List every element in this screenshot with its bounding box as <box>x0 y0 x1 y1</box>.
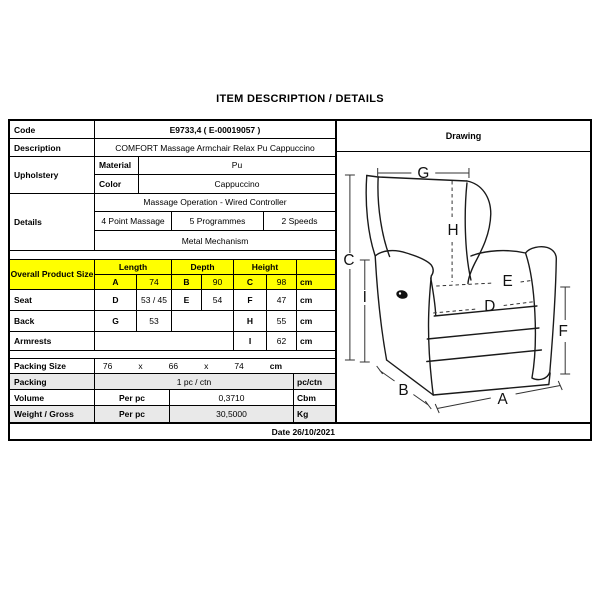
drawing-header: Drawing <box>337 121 590 152</box>
weight-value: 30,5000 <box>170 406 294 422</box>
seat-height-value: 47 <box>267 290 297 310</box>
seat-unit: cm <box>300 295 313 305</box>
packing-unit: pc/ctn <box>297 376 323 387</box>
code-value: E9733,4 ( E-00019057 ) <box>169 124 261 135</box>
details-label: Details <box>10 194 95 250</box>
drawing-area <box>337 152 590 422</box>
packing-size-values <box>95 359 335 373</box>
page-title: ITEM DESCRIPTION / DETAILS <box>216 93 384 105</box>
speeds-value: 2 Speeds <box>281 216 318 227</box>
seat-depth-value: 54 <box>202 290 234 310</box>
details-row-3 <box>95 231 335 250</box>
packing-x-2: x <box>204 361 209 371</box>
date-row <box>10 422 590 439</box>
upholstery-label: Upholstery <box>10 157 95 193</box>
code-row <box>10 121 335 139</box>
dim-label-d: D <box>484 297 496 316</box>
packing-dim-1: 76 <box>102 361 113 371</box>
spacer-row <box>10 251 335 260</box>
point-massage-value: 4 Point Massage <box>95 212 172 231</box>
packing-value: 1 pc / ctn <box>95 374 294 389</box>
volume-label: Volume <box>10 390 95 405</box>
back-label: Back <box>10 311 95 331</box>
overall-unit: cm <box>297 275 335 289</box>
dim-label-a: A <box>497 390 508 409</box>
weight-per: Per pc <box>95 406 170 422</box>
armchair-drawing <box>337 152 590 422</box>
details-table <box>10 121 337 422</box>
packing-size-label: Packing Size <box>10 359 95 373</box>
table-main <box>10 121 590 422</box>
armchair-outline <box>366 176 556 396</box>
drawing-panel <box>337 121 590 422</box>
overall-size-row <box>95 275 335 289</box>
dim-label-h: H <box>447 221 459 240</box>
armrests-label: Armrests <box>10 332 95 350</box>
volume-value: 0,3710 <box>170 390 294 405</box>
description-label: Description <box>10 139 95 156</box>
packing-label: Packing <box>10 374 95 389</box>
back-row <box>10 311 335 332</box>
description-value: COMFORT Massage Armchair Relax Pu Cappuccino <box>115 142 315 153</box>
programmes-value: 5 Programmes <box>172 212 264 231</box>
dim-label-e: E <box>502 272 513 291</box>
seat-label: Seat <box>10 290 95 310</box>
depth-header: Depth <box>172 260 234 274</box>
spacer-row-2 <box>10 351 335 359</box>
code-label: Code <box>10 121 95 138</box>
armrests-height-key: I <box>234 332 267 350</box>
volume-row <box>10 390 335 406</box>
material-row <box>95 157 335 175</box>
packing-x-1: x <box>138 361 143 371</box>
size-header-row <box>95 260 335 275</box>
dim-label-f: F <box>558 322 568 341</box>
volume-unit: Cbm <box>297 392 316 403</box>
size-header-blank <box>297 260 335 274</box>
weight-row <box>10 406 335 422</box>
armrests-height-value: 62 <box>267 332 297 350</box>
packing-dim-3: 74 <box>234 361 244 371</box>
controller-knob <box>395 289 408 300</box>
controller-highlight <box>399 292 401 294</box>
packing-size-unit: cm <box>269 361 283 371</box>
back-length-key: G <box>95 311 137 331</box>
back-unit: cm <box>300 316 313 326</box>
armrests-blank <box>95 332 234 350</box>
details-section <box>10 194 335 251</box>
spec-sheet-table <box>8 119 592 441</box>
height-header: Height <box>234 260 297 274</box>
packing-dim-2: 66 <box>168 361 179 371</box>
seat-depth-key: E <box>172 290 202 310</box>
seat-row <box>10 290 335 311</box>
back-depth-blank <box>172 311 234 331</box>
massage-operation-value: Massage Operation - Wired Controller <box>143 197 287 208</box>
dim-label-b: B <box>398 381 409 400</box>
details-row-2 <box>95 212 335 232</box>
overall-height-key: C <box>234 275 267 289</box>
armrests-row <box>10 332 335 351</box>
size-header-section <box>10 260 335 290</box>
length-header: Length <box>95 260 172 274</box>
armrests-unit: cm <box>300 336 313 346</box>
packing-row <box>10 374 335 390</box>
color-value: Cappuccino <box>214 178 260 189</box>
back-length-value: 53 <box>137 311 172 331</box>
details-row-1 <box>95 194 335 212</box>
upholstery-section <box>10 157 335 194</box>
back-height-key: H <box>234 311 267 331</box>
overall-depth-key: B <box>172 275 202 289</box>
dim-label-g: G <box>417 164 430 183</box>
description-row <box>10 139 335 157</box>
overall-depth-value: 90 <box>202 275 234 289</box>
seat-length-key: D <box>95 290 137 310</box>
overall-height-value: 98 <box>267 275 297 289</box>
material-label: Material <box>95 157 139 174</box>
color-row <box>95 175 335 193</box>
overall-length-value: 74 <box>137 275 172 289</box>
weight-label: Weight / Gross <box>10 406 95 422</box>
overall-size-label: Overall Product Size <box>10 260 95 289</box>
overall-length-key: A <box>95 275 137 289</box>
seat-height-key: F <box>234 290 267 310</box>
seat-length-value: 53 / 45 <box>137 290 172 310</box>
dim-label-i: I <box>362 288 367 307</box>
date-value: Date 26/10/2021 <box>271 426 335 437</box>
back-height-value: 55 <box>267 311 297 331</box>
volume-per: Per pc <box>95 390 170 405</box>
weight-unit: Kg <box>297 409 309 419</box>
packing-size-row <box>10 359 335 374</box>
color-label: Color <box>95 175 139 193</box>
material-value: Pu <box>231 160 243 171</box>
mechanism-value: Metal Mechanism <box>181 235 249 246</box>
dim-label-c: C <box>343 251 355 270</box>
